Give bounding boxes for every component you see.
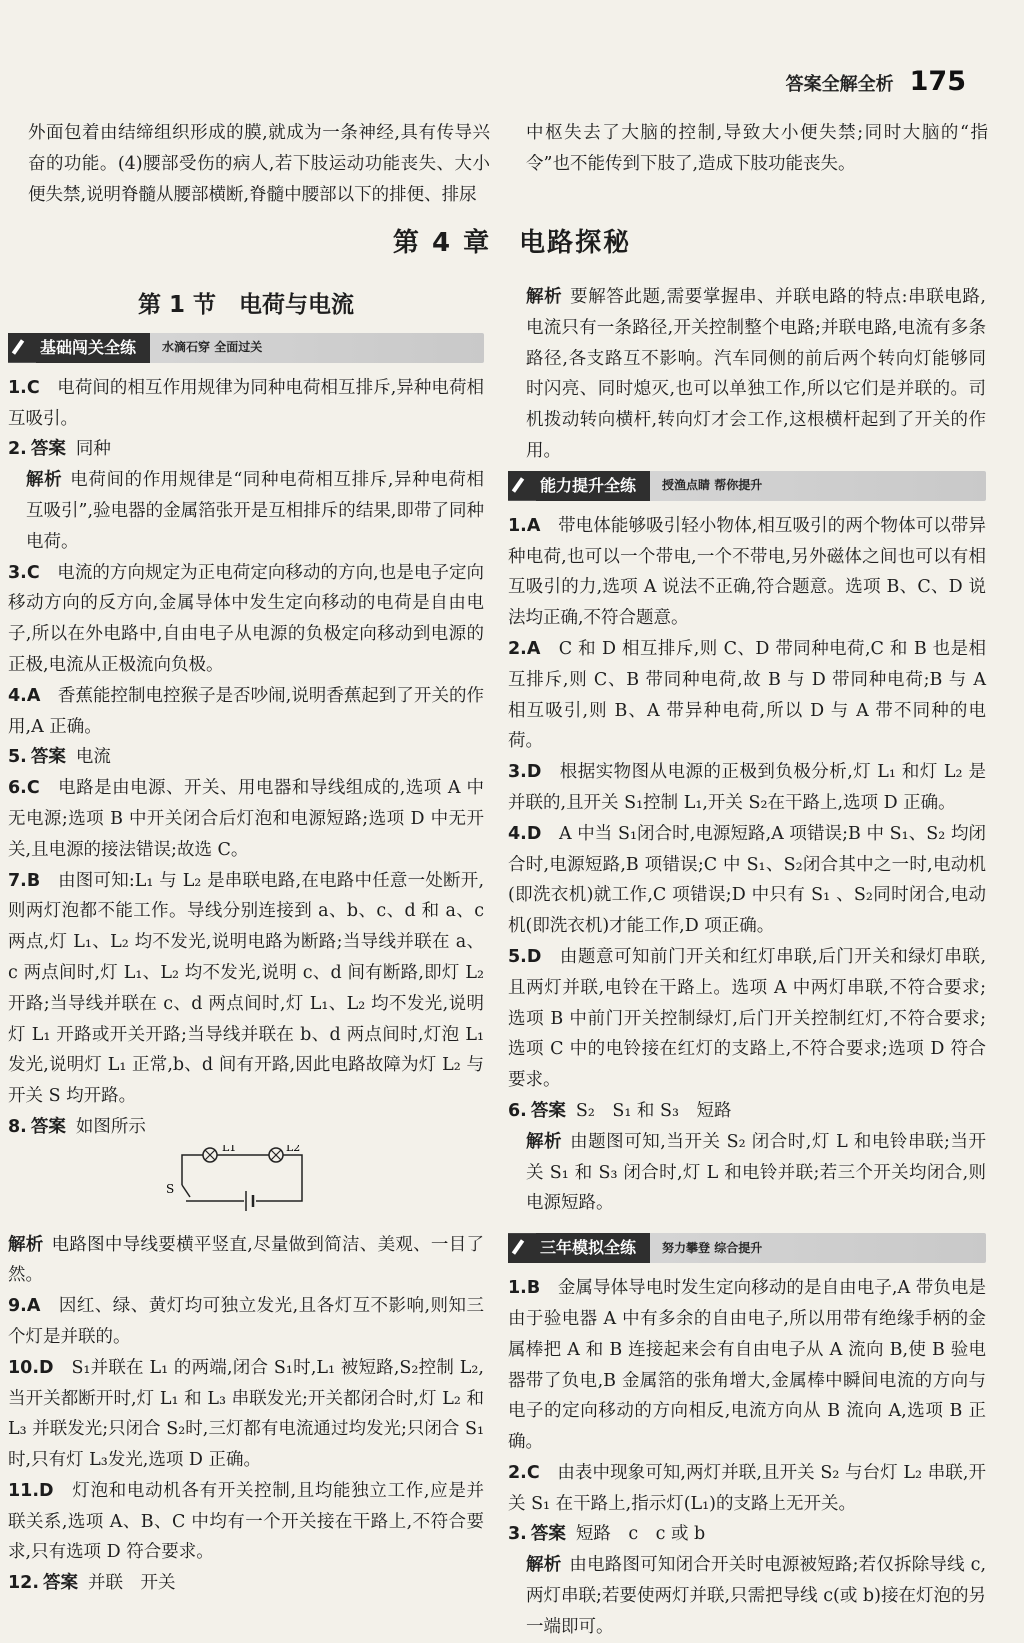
item-number: 8. (8, 1116, 27, 1137)
item-answer: S₂ S₁ 和 S₃ 短路 (575, 1100, 732, 1121)
item-answer: 短路 c c 或 b (575, 1524, 706, 1545)
analysis-label: 解析 (8, 1234, 44, 1255)
item-text: C 和 D 相互排斥,则 C、D 带同种电荷,C 和 B 也是相互排斥,则 C、B 带同种电荷,故 B 与 D 带同种电荷;B 与 A 相互吸引,则 B、A 带异种电荷,所以 D 与 A 带不同种的电荷。 (508, 638, 987, 752)
answer-item (8, 373, 484, 435)
item-text: A 中当 S₁闭合时,电源短路,A 项错误;B 中 S₁、S₂ 均闭合时,电源短路,B 项错误;C 中 S₁、S₂闭合其中之一时,电动机(即洗衣机)就工作,C 项错误;D 中只有 S₁ 、S₂同时闭合,电动机(即洗衣机)才能工作,D 项正确。 (508, 823, 986, 937)
item-text: 带电体能够吸引轻小物体,相互吸引的两个物体可以带异种电荷,也可以一个带电,一个不带电,另外磁体之间也可以有相互吸引的力,选项 A 说法不正确,符合题意。选项 B、C、D 说法均正确,不符合题意。 (508, 515, 987, 629)
circuit-diagram (158, 1145, 318, 1215)
answer-item (508, 757, 986, 819)
answer-item (8, 558, 484, 681)
item-number: 2. (8, 439, 27, 460)
item-number: 7.B (8, 870, 41, 891)
top-left-text: 外面包着由结缔组织形成的膜,就成为一条神经,具有传导兴奋的功能。(4)腰部受伤的病人,若下肢运动功能丧失、大小便失禁,说明脊髓从腰部横断,脊髓中腰部以下的排便、排尿 (28, 123, 490, 205)
answer-item (508, 819, 986, 942)
lamp-l2-label: L2 (286, 1144, 301, 1154)
analysis-item (508, 1127, 986, 1219)
answer-item (8, 434, 484, 465)
item-number: 3.C (8, 562, 40, 583)
item-number: 1.A (508, 515, 541, 536)
banner-subtitle: 水滴石穿 全面过关 (162, 340, 263, 355)
analysis-text: 电荷间的作用规律是“同种电荷相互排斥,异种电荷相互吸引”,验电器的金属箔张开是互相排斥的结果,即带了同种电荷。 (26, 470, 485, 552)
analysis-label: 解析 (526, 1131, 563, 1152)
item-text: 电路是由电源、开关、用电器和导线组成的,选项 A 中无电源;选项 B 中开关闭合后灯泡和电源短路;选项 D 中无开关,且电源的接法错误;故选 C。 (8, 778, 485, 860)
answer-label: 答案 (530, 1524, 566, 1545)
answer-item (8, 1353, 484, 1476)
answer-item (508, 634, 986, 757)
pen-icon (8, 333, 36, 363)
item-number: 5.D (508, 946, 542, 967)
answer-item (8, 681, 484, 743)
item-text: 电荷间的相互作用规律为同种电荷相互排斥,异种电荷相互吸引。 (8, 377, 485, 429)
answer-item (508, 1458, 986, 1520)
answer-item (8, 1568, 484, 1599)
item-number: 3.D (508, 762, 542, 783)
analysis-item (508, 1550, 986, 1642)
analysis-item (8, 1230, 484, 1292)
analysis-label: 解析 (26, 470, 63, 491)
analysis-label: 解析 (526, 287, 563, 307)
lamp-l1-label: L1 (222, 1144, 237, 1154)
answer-label: 答案 (530, 1100, 566, 1121)
answer-item (508, 1096, 986, 1127)
item-number: 6. (508, 1100, 527, 1121)
answer-item (8, 1476, 484, 1568)
banner-subtitle: 授渔点睛 帮你提升 (662, 478, 763, 493)
item-text: 灯泡和电动机各有开关控制,且均能独立工作,应是并联关系,选项 A、B、C 中均有一个开关接在干路上,不符合要求,只有选项 D 符合要求。 (8, 1480, 485, 1563)
banner-title: 三年模拟全练 (536, 1233, 650, 1263)
item-text: 由题意可知前门开关和红灯串联,后门开关和绿灯串联,且两灯并联,电铃在干路上。选项 A 中两灯串联,不符合要求;选项 B 中前门开关控制绿灯,后门开关控制红灯,不符合要求;选项 C 中的电铃接在红灯的支路上,不符合要求;选项 D 符合要求。 (508, 946, 987, 1091)
item-number: 1.C (8, 377, 40, 398)
item-number: 5. (8, 747, 27, 768)
answer-item (8, 1291, 484, 1353)
item-answer: 如图所示 (75, 1116, 146, 1137)
banner-subtitle: 努力攀登 综合提升 (662, 1240, 763, 1255)
analysis-text: 由电路图可知闭合开关时电源被短路;若仅拆除导线 c,两灯串联;若要使两灯并联,只需把导线 c(或 b)接在灯泡的另一端即可。 (526, 1555, 987, 1637)
item-text: 由图可知:L₁ 与 L₂ 是串联电路,在电路中任意一处断开,则两灯泡都不能工作。导线分别连接到 a、b、c、d 和 a、c 两点,灯 L₁、L₂ 均不发光,说明电路为断路;当导线并联在 a、c 两点间时,灯 L₁、L₂ 均不发光,说明 c、d 间有断路,即灯 L₂ 开路;当导线并联在 c、d 两点间时,灯 L₁、L₂ 均不发光,说明灯 L₁ 开路或开关开路;当导线并联在 b、d 两点间时,灯泡 L₁ 发光,说明灯 L₁ 正常,b、d 间有开路,因此电路故障为灯 L₂ 与开关 S 均开路。 (8, 870, 485, 1107)
answer-item (508, 1273, 986, 1458)
banner-title: 基础闯关全练 (36, 333, 150, 363)
top-continuation (28, 118, 988, 211)
top-right-text: 中枢失去了大脑的控制,导致大小便失禁;同时大脑的“指令”也不能传到下肢了,造成下肢功能丧失。 (526, 123, 988, 174)
item-answer: 电流 (75, 747, 111, 768)
item-number: 2.A (508, 638, 541, 659)
item-text: 因红、绿、黄灯均可独立发光,且各灯互不影响,则知三个灯是并联的。 (8, 1296, 485, 1347)
analysis-item (8, 465, 484, 557)
header-label: 答案全解全析 (785, 74, 894, 95)
item-number: 12. (8, 1573, 40, 1594)
item-number: 10.D (8, 1357, 54, 1378)
item-number: 2.C (508, 1462, 540, 1483)
item-text: 根据实物图从电源的正极到负极分析,灯 L₁ 和灯 L₂ 是并联的,且开关 S₁控制 L₁,开关 S₂在干路上,选项 D 正确。 (508, 762, 987, 813)
chapter-title: 第 4 章 电路探秘 (392, 228, 632, 258)
item-text: 香蕉能控制电控猴子是否吵闹,说明香蕉起到了开关的作用,A 正确。 (8, 685, 485, 737)
item-number: 1.B (508, 1278, 541, 1299)
answer-item (8, 773, 484, 865)
pen-icon (508, 471, 536, 501)
answer-label: 答案 (30, 747, 66, 768)
analysis-text: 由题图可知,当开关 S₂ 闭合时,灯 L 和电铃串联;当开关 S₁ 和 S₃ 闭合时,灯 L 和电铃并联;若三个开关均闭合,则电源短路。 (526, 1131, 987, 1214)
page-number: 175 (909, 66, 966, 97)
pen-icon (508, 1233, 536, 1263)
answer-item (8, 742, 484, 773)
answer-item (508, 942, 986, 1096)
right-column (508, 282, 986, 1643)
item-answer: 同种 (75, 439, 111, 460)
analysis-label: 解析 (526, 1555, 562, 1576)
banner-mock (508, 1233, 986, 1263)
banner-ability (508, 471, 986, 501)
item-number: 11.D (8, 1480, 54, 1501)
circuit-wire (182, 1155, 302, 1201)
item-answer: 并联 开关 (88, 1573, 176, 1594)
section-title: 第 1 节 电荷与电流 (137, 292, 355, 318)
answer-item (508, 1519, 986, 1550)
analysis-item (508, 282, 986, 467)
analysis-text: 要解答此题,需要掌握串、并联电路的特点:串联电路,电流只有一条路径,开关控制整个电路;并联电路,电流有多条路径,各支路互不影响。汽车同侧的前后两个转向灯能够同时闪亮、同时熄灭,也可以单独工作,所以它们是并联的。司机拨动转向横杆,转向灯才会工作,这根横杆起到了开关的作用。 (526, 287, 986, 461)
answer-item (508, 511, 986, 634)
answer-item (8, 1112, 484, 1143)
banner-title: 能力提升全练 (536, 471, 650, 501)
item-text: S₁并联在 L₁ 的两端,闭合 S₁时,L₁ 被短路,S₂控制 L₂,当开关都断开时,灯 L₁ 和 L₃ 串联发光;开关都闭合时,灯 L₂ 和 L₃ 并联发光;只闭合 S₂时,三灯都有电流通过均发光;只闭合 S₁ 时,只有灯 L₃发光,选项 D 正确。 (8, 1357, 484, 1471)
answer-label: 答案 (30, 439, 66, 460)
answer-label: 答案 (43, 1573, 79, 1594)
item-number: 9.A (8, 1296, 41, 1317)
item-text: 由表中现象可知,两灯并联,且开关 S₂ 与台灯 L₂ 串联,开关 S₁ 在干路上,指示灯(L₁)的支路上无开关。 (508, 1462, 987, 1514)
item-number: 4.D (508, 823, 542, 844)
analysis-text: 电路图中导线要横平竖直,尽量做到简洁、美观、一目了然。 (8, 1234, 485, 1286)
item-number: 6.C (8, 778, 40, 799)
banner-basic (8, 333, 484, 363)
item-text: 金属导体导电时发生定向移动的是自由电子,A 带负电是由于验电器 A 中有多余的自由电子,所以用带有绝缘手柄的金属棒把 A 和 B 连接起来会有自由电子从 A 流向 B,使 B 验电器带了负电,B 金属箔的张角增大,金属棒中瞬间电流的方向与电子的定向移动的方向相反,电流方向从 B 流向 A,选项 B 正确。 (508, 1278, 987, 1453)
item-number: 4.A (8, 685, 41, 706)
item-text: 电流的方向规定为正电荷定向移动的方向,也是电子定向移动方向的反方向,金属导体中发生定向移动的电荷是自由电子,所以在外电路中,自由电子从电源的负极定向移动到电源的正极,电流从正极流向负极。 (8, 562, 485, 675)
switch-label: S (166, 1181, 175, 1196)
page-header (786, 66, 966, 106)
answer-label: 答案 (30, 1116, 66, 1137)
left-column (8, 282, 484, 1599)
item-number: 3. (508, 1524, 527, 1545)
answer-item (8, 866, 484, 1112)
